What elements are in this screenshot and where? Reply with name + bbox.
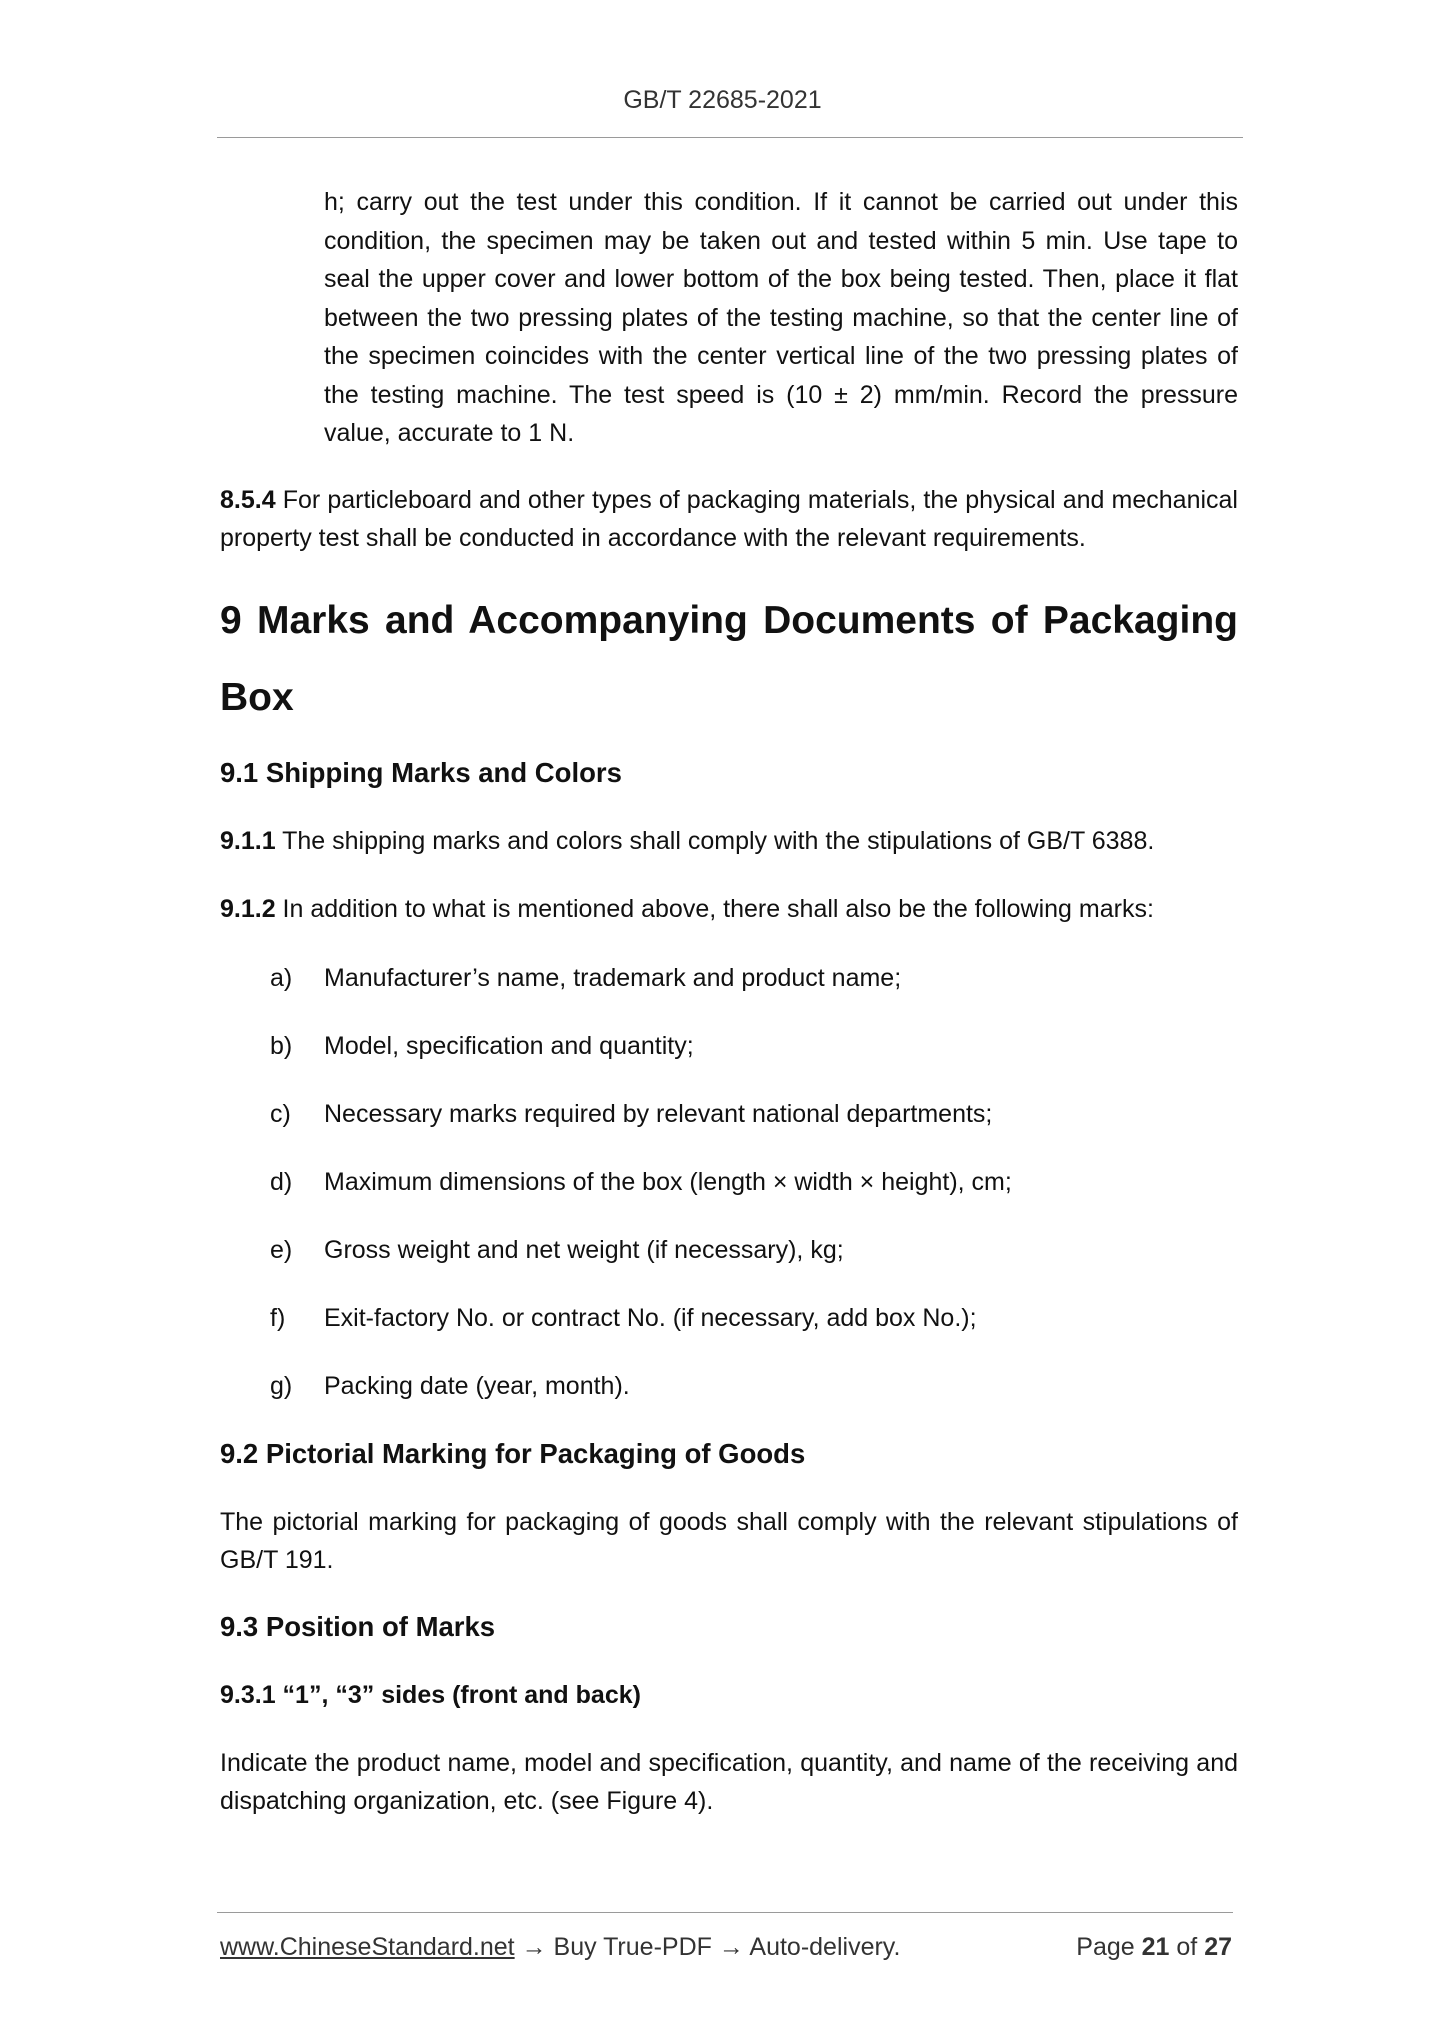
list-text: Packing date (year, month). bbox=[324, 1371, 630, 1400]
footer-promo bbox=[220, 1930, 900, 1964]
clause-text: In addition to what is mentioned above, there shall also be the following marks: bbox=[275, 895, 1154, 923]
page-number: 21 bbox=[1141, 1933, 1170, 1961]
list-text: Maximum dimensions of the box (length × width × height), cm; bbox=[324, 1167, 1012, 1196]
list-marker: c) bbox=[270, 1099, 291, 1128]
clause-9-1-1 bbox=[220, 822, 1238, 861]
total-pages: 27 bbox=[1204, 1933, 1232, 1961]
list-marker: f) bbox=[270, 1303, 286, 1332]
website-link[interactable]: www.ChineseStandard.net bbox=[220, 1933, 515, 1961]
list-marker: b) bbox=[270, 1031, 293, 1060]
page-footer bbox=[220, 1930, 1232, 1964]
list-item bbox=[220, 1095, 1238, 1133]
clause-9-1-2 bbox=[220, 890, 1238, 929]
section-9-1-heading: 9.1 Shipping Marks and Colors bbox=[220, 756, 622, 788]
continuation-paragraph: h; carry out the test under this condition. If it cannot be carried out under this condition, the specimen may be taken out and tested within 5 min. Use tape to seal the upper cover and lower bottom of the box being tested. Then, place it flat between the two pressing plates of the testing machine, so that the center line of the specimen coincides with the center vertical line of the two pressing plates of the testing machine. The test speed is (10 ± 2) mm/min. Record the pressure value, accurate to 1 N. bbox=[324, 188, 1238, 447]
list-marker: e) bbox=[270, 1235, 293, 1264]
list-item bbox=[220, 1027, 1238, 1065]
list-item bbox=[220, 1299, 1238, 1337]
clause-number: 9.1.2 bbox=[220, 895, 276, 923]
clause-text: The shipping marks and colors shall comply with the stipulations of GB/T 6388. bbox=[275, 826, 1155, 855]
clause-9-3-1-heading: 9.3.1 “1”, “3” sides (front and back) bbox=[220, 1680, 641, 1709]
footer-divider bbox=[217, 1912, 1233, 1913]
header-divider bbox=[217, 137, 1243, 138]
of-label: of bbox=[1176, 1933, 1198, 1961]
section-9-heading: 9 Marks and Accompanying Documents of Packaging Box bbox=[220, 598, 1238, 719]
clause-number: 9.1.1 bbox=[220, 826, 276, 855]
marks-list bbox=[220, 959, 1238, 1405]
page-indicator bbox=[1076, 1930, 1232, 1964]
page-content bbox=[220, 183, 1238, 1821]
list-text: Exit-factory No. or contract No. (if necessary, add box No.); bbox=[324, 1303, 977, 1332]
list-text: Necessary marks required by relevant national departments; bbox=[324, 1099, 993, 1128]
section-9-2-paragraph: The pictorial marking for packaging of goods shall comply with the relevant stipulations of GB/T 191. bbox=[220, 1507, 1238, 1574]
section-9-3-heading: 9.3 Position of Marks bbox=[220, 1610, 496, 1642]
clause-8-5-4 bbox=[220, 481, 1238, 558]
list-text: Gross weight and net weight (if necessary), kg; bbox=[324, 1235, 844, 1264]
list-text: Manufacturer’s name, trademark and product name; bbox=[324, 963, 902, 992]
list-item bbox=[220, 1367, 1238, 1405]
list-marker: d) bbox=[270, 1167, 293, 1196]
footer-tagline: → Buy True-PDF → Auto-delivery. bbox=[514, 1933, 901, 1961]
list-item bbox=[220, 1163, 1238, 1201]
running-header: GB/T 22685-2021 bbox=[623, 86, 822, 114]
clause-text: For particleboard and other types of packaging materials, the physical and mechanical property test shall be conducted in accordance with the relevant requirements. bbox=[220, 485, 1238, 552]
section-9-2-heading: 9.2 Pictorial Marking for Packaging of Goods bbox=[220, 1437, 806, 1469]
list-text: Model, specification and quantity; bbox=[324, 1031, 694, 1060]
page-label: Page bbox=[1076, 1933, 1135, 1961]
list-item bbox=[220, 959, 1238, 997]
clause-9-3-1-paragraph: Indicate the product name, model and specification, quantity, and name of the receiving and dispatching organization, etc. (see Figure 4). bbox=[220, 1748, 1238, 1815]
list-item bbox=[220, 1231, 1238, 1269]
list-marker: g) bbox=[270, 1371, 293, 1400]
list-marker: a) bbox=[270, 963, 293, 992]
clause-number: 8.5.4 bbox=[220, 485, 276, 514]
